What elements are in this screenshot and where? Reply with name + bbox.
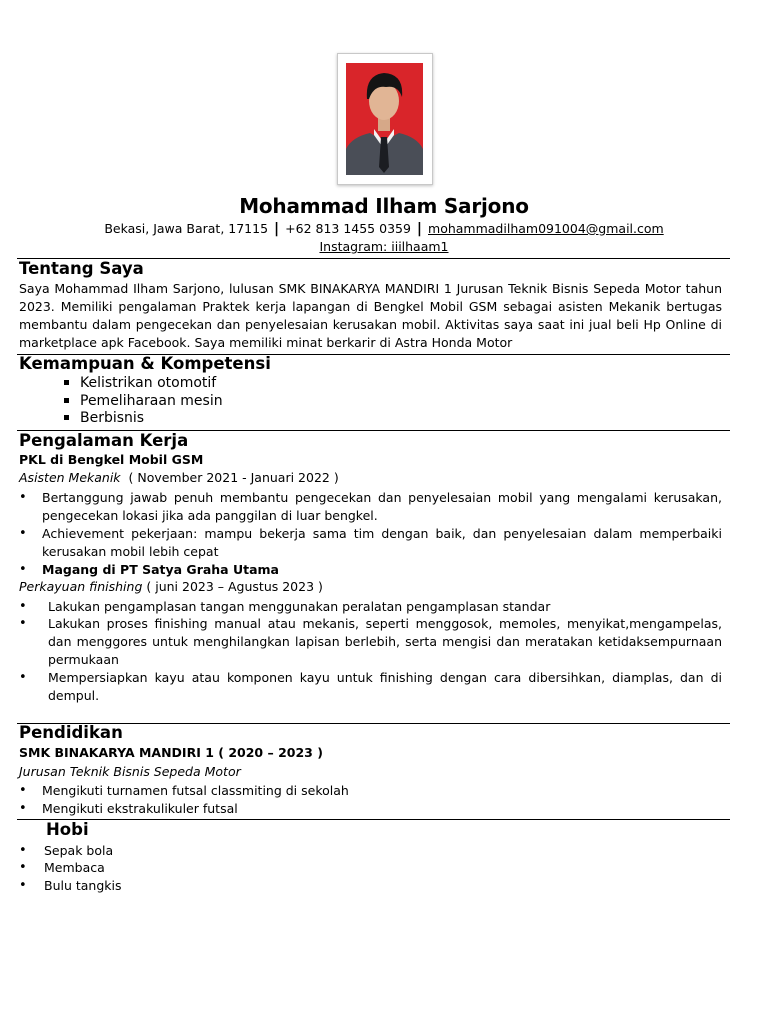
school-name: SMK BINAKARYA MANDIRI 1 ( 2020 – 2023 ) <box>19 745 323 760</box>
job-role: Perkayuan finishing <box>19 579 143 594</box>
job-role-line <box>19 470 339 485</box>
about-line: membantu dalam pengecekan dan penyelesaian kerusakan mobil. Aktivitas saya saat ini jual beli Hp Online di <box>19 317 722 332</box>
section-divider <box>17 723 730 724</box>
contact-line <box>0 221 768 237</box>
portrait-illustration <box>346 63 423 175</box>
education-heading: Pendidikan <box>19 723 123 742</box>
square-bullet-icon <box>64 398 69 403</box>
about-heading: Tentang Saya <box>19 259 144 278</box>
about-line: 2023. Memiliki pengalaman Praktek kerja lapangan di Bengkel Mobil GSM sebagai asisten Mekanik bertugas <box>19 299 722 314</box>
job-bullet: • Bertanggung jawab penuh membantu pengecekan dan penyelesaian mobil yang mengalami kerusakan, pengecekan lokasi jika ada panggilan di luar bengkel. <box>19 490 722 523</box>
skills-heading: Kemampuan & Kompetensi <box>19 354 271 373</box>
job-period: ( juni 2023 – Agustus 2023 ) <box>146 579 323 594</box>
job-role-line <box>19 579 323 594</box>
job-company-bullet: • Magang di PT Satya Graha Utama <box>19 562 279 577</box>
phone: +62 813 1455 0359 <box>285 221 411 236</box>
square-bullet-icon <box>64 380 69 385</box>
profile-photo-frame <box>337 53 433 185</box>
hobby-item: • Bulu tangkis <box>19 878 122 893</box>
instagram-link[interactable]: Instagram: iiilhaam1 <box>319 239 449 254</box>
profile-photo <box>346 63 423 175</box>
email-link[interactable]: mohammadilham091004@gmail.com <box>428 221 664 236</box>
separator: | <box>416 221 423 237</box>
job-company: PKL di Bengkel Mobil GSM <box>19 452 204 467</box>
job-bullet: • Achievement pekerjaan: mampu bekerja sama tim dengan baik, dan penyelesaian dalam memperbaiki kerusakan mobil lebih cepat <box>19 526 722 559</box>
square-bullet-icon <box>64 415 69 420</box>
job-role: Asisten Mekanik <box>19 470 121 485</box>
location: Bekasi, Jawa Barat, 17115 <box>104 221 269 236</box>
about-paragraph <box>19 280 722 352</box>
education-bullet: • Mengikuti ekstrakulikuler futsal <box>19 801 238 816</box>
job-period: ( November 2021 - Januari 2022 ) <box>128 470 339 485</box>
separator: | <box>274 221 280 237</box>
about-line: Saya Mohammad Ilham Sarjono, lulusan SMK BINAKARYA MANDIRI 1 Jurusan Teknik Bisnis Sepeda Motor tahun <box>19 281 722 296</box>
job-bullet: • Lakukan proses finishing manual atau mekanis, seperti menggosok, memoles, menyikat,mengampelas, dan menggores untuk menghilangkan lapisan berlebih, serta mengisi dan meratakan ketidaksempurnaan permukaan <box>19 616 722 667</box>
skill-item: Kelistrikan otomotif <box>64 374 216 392</box>
about-line: marketplace apk Facebook. Saya memiliki minat berkarir di Astra Honda Motor <box>19 335 513 350</box>
experience-heading: Pengalaman Kerja <box>19 431 189 450</box>
education-bullet: • Mengikuti turnamen futsal classmiting di sekolah <box>19 783 349 798</box>
school-major: Jurusan Teknik Bisnis Sepeda Motor <box>19 764 241 779</box>
hobby-item: • Sepak bola <box>19 843 114 858</box>
skill-item: Pemeliharaan mesin <box>64 392 223 410</box>
section-divider <box>17 819 730 820</box>
hobbies-heading: Hobi <box>46 820 89 839</box>
hobby-item: • Membaca <box>19 860 105 875</box>
candidate-name: Mohammad Ilham Sarjono <box>239 194 529 218</box>
job-bullet: • Mempersiapkan kayu atau komponen kayu untuk finishing dengan cara dibersihkan, diamplas, dan di dempul. <box>19 670 722 703</box>
skill-item: Berbisnis <box>64 409 144 427</box>
job-bullet: • Lakukan pengamplasan tangan menggunakan peralatan pengamplasan standar <box>19 599 551 614</box>
